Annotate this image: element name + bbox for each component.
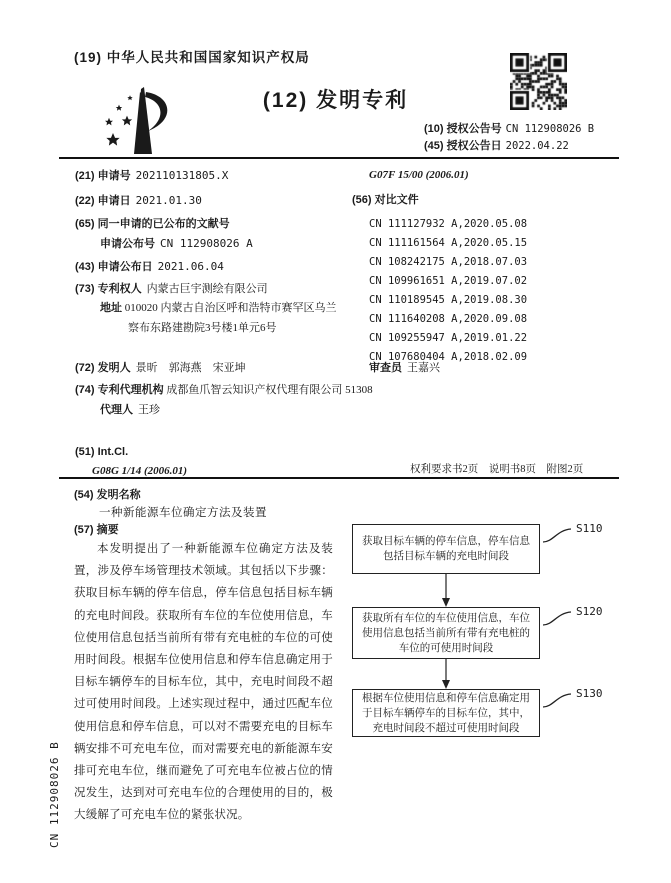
application-date-field: (22) 申请日 2021.01.30: [75, 194, 202, 207]
issuing-office: (19) 中华人民共和国国家知识产权局: [74, 50, 310, 65]
application-publication-date-field: (43) 申请公布日 2021.06.04: [75, 260, 224, 273]
citations-label: (56) 对比文件: [352, 194, 419, 206]
grant-date-row: [424, 138, 624, 155]
int-cl-code-1: G08G 1/14 (2006.01): [92, 465, 188, 477]
grant-number-label: (10) 授权公告号: [424, 123, 502, 135]
flow-arrow-icon: [441, 574, 451, 607]
citation-item: CN 110189545 A,2019.08.30: [369, 294, 528, 306]
citation-item: CN 109961651 A,2019.07.02: [369, 275, 528, 287]
grant-number-value: CN 112908026 B: [505, 123, 595, 135]
grant-date-label: (45) 授权公告日: [424, 140, 502, 152]
flow-step-box-1: 获取目标车辆的停车信息，停车信息包括目标车辆的充电时间段: [352, 524, 540, 574]
citation-item: CN 111161564 A,2020.05.15: [369, 237, 528, 249]
flow-step-label-1: S110: [576, 522, 603, 535]
header-divider: [59, 157, 619, 159]
application-number-field: (21) 申请号 202110131805.X: [75, 169, 229, 182]
patentee-field: (73) 专利权人 内蒙古巨宇测绘有限公司 地址 010020 内蒙古自治区呼和浩特市赛罕区乌兰察布东路建勘院3号楼1单元6号: [75, 283, 337, 334]
side-publication-number: CN 112908026 B: [48, 741, 61, 848]
inventors-field: (72) 发明人 景昕 郭海燕 宋亚坤: [75, 362, 246, 374]
invention-title: 一种新能源车位确定方法及装置: [99, 507, 267, 519]
flow-step-label-2: S120: [576, 605, 603, 618]
flow-step-box-3: 根据车位使用信息和停车信息确定用于目标车辆停车的目标车位，其中，充电时间段不超过可使用时间段: [352, 689, 540, 737]
citation-item: CN 111640208 A,2020.09.08: [369, 313, 528, 325]
publication-block: [424, 121, 624, 155]
int-cl-field: (51) Int.Cl. G08G 1/14 (2006.01): [75, 443, 187, 481]
pages-info: 权利要求书2页 说明书8页 附图2页: [410, 464, 584, 475]
grant-number-row: [424, 121, 624, 138]
invention-title-label: (54) 发明名称: [74, 489, 141, 501]
citations-list: [352, 215, 527, 367]
document-type-title: (12) 发明专利: [262, 89, 409, 112]
flow-step-box-2: 获取所有车位的车位使用信息，车位使用信息包括当前所有带有充电桩的车位的可使用时间段: [352, 607, 540, 659]
biblio-divider: [59, 477, 619, 479]
step-connector-icon: [542, 611, 572, 626]
citation-item: CN 108242175 A,2018.07.03: [369, 256, 528, 268]
citation-item: CN 107680404 A,2018.02.09: [369, 351, 528, 363]
abstract-label: (57) 摘要: [74, 524, 119, 536]
citation-item: CN 109255947 A,2019.01.22: [369, 332, 528, 344]
step-connector-icon: [542, 528, 572, 543]
abstract-text: 本发明提出了一种新能源车位确定方法及装置，涉及停车场管理技术领域。其包括以下步骤：获取目标车辆的停车信息，停车信息包括目标车辆的充电时间段。获取所有车位的车位使用信息，车位使用信息包括当前所有带有充电桩的车位的可使用时间段。根据车位使用信息和停车信息确定用于目标车辆停车的目标车位，其中，充电时间段不超过可使用时间段。上述实现过程中，通过匹配车位使用信息和停车信息，可以对不需要充电的目标车辆安排不可充电车位，而对需要充电的新能源车安排可充电车位，继而避免了可充电车位被占位的情况发生，达到对可充电车位的合理使用的目的，极大缓解了可充电车位的紧张状况。: [74, 543, 333, 822]
citation-item: CN 111127932 A,2020.05.08: [369, 218, 528, 230]
flow-arrow-icon: [441, 659, 451, 689]
flowchart-figure: [352, 521, 652, 771]
int-cl-code-2: G07F 15/00 (2006.01): [369, 169, 469, 181]
grant-date-value: 2022.04.22: [505, 140, 569, 152]
examiner-field: 审查员 王嘉兴: [369, 362, 440, 374]
prior-publication-field: (65) 同一申请的已公布的文献号 申请公布号 CN 112908026 A: [75, 218, 253, 250]
bibliographic-section: [59, 160, 619, 477]
flow-step-label-3: S130: [576, 687, 603, 700]
step-connector-icon: [542, 693, 572, 708]
agency-field: (74) 专利代理机构 成都鱼爪智云知识产权代理有限公司 51308 代理人 王珍: [75, 384, 373, 416]
